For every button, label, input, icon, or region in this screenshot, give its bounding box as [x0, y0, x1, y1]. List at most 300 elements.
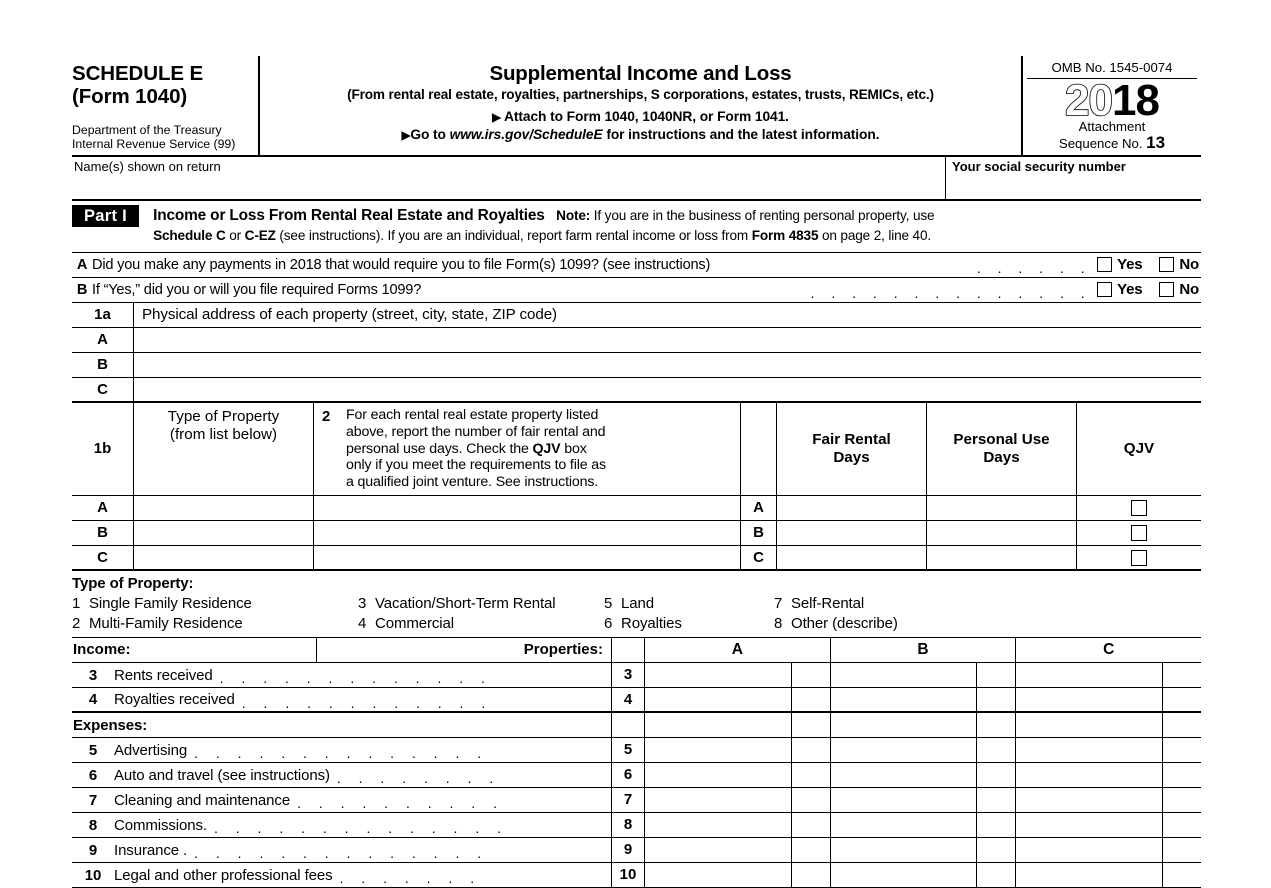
line-4-col-b [831, 688, 1017, 711]
line-4-amounts [645, 688, 1201, 711]
line-8-amounts [645, 813, 1201, 837]
line-8-text: Commissions. [114, 816, 207, 834]
type-item-1-label: Single Family Residence [89, 595, 252, 613]
line-10-col-a-cents[interactable] [792, 863, 830, 887]
line-7-number: 7 [611, 788, 645, 812]
line-8-col-a-dollars[interactable] [645, 813, 792, 837]
tax-year [1027, 76, 1197, 125]
line-row-3 [72, 663, 1201, 688]
type-of-property-legend-row1 [72, 595, 1201, 612]
line-8-col-b-dollars[interactable] [831, 813, 978, 837]
triangle-bullet-icon-2: ▶ [401, 130, 411, 142]
part1-note-cez: C-EZ [244, 228, 276, 244]
type-item-6 [604, 615, 774, 632]
part1-title-block [153, 205, 1201, 247]
line-10-col-c [1016, 863, 1201, 887]
line-4-col-c-cents[interactable] [1163, 688, 1201, 711]
line1a-row-b-letter: B [72, 353, 134, 377]
line1b-row-a-type-input[interactable] [134, 496, 314, 520]
line2-description [346, 403, 741, 495]
line-3-number: 3 [611, 663, 645, 687]
expenses-label: Expenses: [73, 716, 148, 734]
line-6-col-a [645, 763, 831, 787]
line-8-col-c-cents[interactable] [1163, 813, 1201, 837]
line2-desc-l3 [346, 441, 734, 458]
personal-use-days-header [927, 403, 1077, 495]
line1b-row-c-desc-fill [314, 546, 741, 569]
line-5-col-a-dollars[interactable] [645, 738, 792, 762]
question-b-no-label: No [1179, 281, 1199, 299]
line-5-number: 5 [611, 738, 645, 762]
type-of-property-header-line1: Type of Property [167, 407, 280, 425]
line2-desc-qjv: QJV [532, 440, 561, 457]
tax-year-suffix: 18 [1112, 76, 1159, 125]
expenses-header-col-c [1016, 713, 1201, 737]
question-row-b [72, 278, 1201, 303]
line-5-text: Advertising [114, 741, 188, 759]
line2-abc-spacer [741, 403, 777, 495]
line2-row-c-qjv-cell [1077, 546, 1201, 569]
triangle-bullet-icon: ▶ [492, 112, 501, 124]
line-6-col-b [831, 763, 1017, 787]
form-sub-title: (From rental real estate, royalties, partnerships, S corporations, estates, trusts, REMICs, etc.) [347, 87, 934, 102]
line-6-amounts [645, 763, 1201, 787]
line1b-row-c-letter: C [72, 546, 134, 569]
question-b-letter: B [76, 281, 88, 298]
line-row-6 [72, 763, 1201, 788]
line-6-number-left: 6 [88, 766, 98, 784]
line1b-row-b-desc-fill [314, 521, 741, 545]
expenses-label-cell [72, 713, 611, 737]
type-of-property-legend-row2 [72, 615, 1201, 632]
expenses-header-number [611, 713, 645, 737]
line-7-col-a-dollars[interactable] [645, 788, 792, 812]
header-center-block [260, 56, 1023, 155]
expenses-header-col-b [831, 713, 1017, 737]
line-4-text: Royalties received [114, 691, 235, 709]
line-3-col-c [1016, 663, 1201, 687]
line-4-col-a-dollars[interactable] [645, 688, 792, 711]
line1a-row-c [72, 378, 1201, 403]
attachment-label: Attachment [1078, 119, 1146, 135]
expenses-section-header [72, 713, 1201, 738]
line-8-col-c-dollars[interactable] [1016, 813, 1163, 837]
type-item-1 [72, 595, 358, 612]
line1a-row-a [72, 328, 1201, 353]
line-7-col-b-dollars[interactable] [831, 788, 978, 812]
expenses-header-col-c-cents [1163, 713, 1201, 737]
line1b-row-c [72, 546, 1201, 571]
line-5-label [72, 738, 611, 762]
line-7-col-b [831, 788, 1017, 812]
line-4-leader: . . . . . . . . . . . . [241, 694, 493, 711]
line2-row-a-qjv-cell [1077, 496, 1201, 520]
header-left-block [72, 56, 260, 155]
line-6-col-a-cents[interactable] [792, 763, 830, 787]
line-10-col-c-dollars[interactable] [1016, 863, 1163, 887]
question-b-yes-checkbox[interactable] [1097, 282, 1112, 297]
type-item-3-label: Vacation/Short-Term Rental [375, 595, 556, 613]
properties-label: Properties: [523, 641, 603, 659]
type-item-1-number: 1 [72, 595, 81, 613]
question-a-yes-checkbox[interactable] [1097, 257, 1112, 272]
line-5-col-a [645, 738, 831, 762]
sequence-number: 13 [1146, 133, 1166, 153]
line-8-col-c [1016, 813, 1201, 837]
type-item-4-label: Commercial [375, 615, 455, 633]
line-7-col-b-cents[interactable] [977, 788, 1015, 812]
part1-note-end: on page 2, line 40. [818, 228, 931, 244]
line-9-col-a [645, 838, 831, 862]
ssn-label: Your social security number [952, 158, 1126, 174]
line-7-label [72, 788, 611, 812]
form-header [72, 56, 1201, 157]
personal-use-days-l1: Personal Use [953, 430, 1050, 448]
line2-row-c-letter: C [741, 546, 777, 569]
line-10-amounts [645, 863, 1201, 887]
line-10-leader: . . . . . . . [339, 870, 482, 887]
question-a-no-label: No [1179, 256, 1199, 274]
part1-note-form4835: Form 4835 [751, 228, 819, 244]
line1a-row-c-letter: C [72, 378, 134, 401]
question-a-no-checkbox[interactable] [1159, 257, 1174, 272]
type-of-property-legend-title: Type of Property: [72, 575, 194, 593]
type-item-3-number: 3 [358, 595, 367, 613]
line-9-col-c-cents[interactable] [1163, 838, 1201, 862]
question-b-leader: . . . . . . . . . . . . . . [810, 284, 1092, 301]
qjv-header: QJV [1123, 440, 1155, 458]
line-3-number-left: 3 [88, 666, 98, 684]
line-4-number-left: 4 [88, 691, 98, 709]
line-8-col-a-cents[interactable] [792, 813, 830, 837]
line-9-leader: . . . . . . . . . . . . . . [194, 845, 489, 862]
line-6-col-c [1016, 763, 1201, 787]
department-line1: Department of the Treasury [72, 122, 222, 137]
line-10-number: 10 [611, 863, 645, 887]
line-10-col-b-dollars[interactable] [831, 863, 978, 887]
question-b-text: If “Yes,” did you or will you file required Forms 1099? [92, 281, 422, 298]
part1-note-mid: (see instructions). If you are an individual, report farm rental income or loss from [275, 228, 752, 244]
fair-rental-days-header [777, 403, 927, 495]
line-5-col-c [1016, 738, 1201, 762]
type-item-2-label: Multi-Family Residence [89, 615, 243, 633]
property-column-c-header: C [1103, 641, 1115, 659]
line1b-row-b-letter: B [72, 521, 134, 545]
line1a-heading: Physical address of each property (street, city, state, ZIP code) [142, 306, 557, 324]
question-b-no-checkbox[interactable] [1159, 282, 1174, 297]
line-3-col-c-cents[interactable] [1163, 663, 1201, 687]
line-6-label [72, 763, 611, 787]
line2-row-a-letter: A [741, 496, 777, 520]
line2-row-b-qjv-cell [1077, 521, 1201, 545]
line1b-row-a-desc-fill [314, 496, 741, 520]
line-3-col-b-cents[interactable] [977, 663, 1015, 687]
type-item-6-number: 6 [604, 615, 613, 633]
line2-desc-l1: For each rental real estate property listed [346, 406, 599, 423]
line2-row-c-qjv-checkbox[interactable] [1131, 550, 1147, 566]
line-number-column-header [611, 638, 645, 662]
omb-number: OMB No. 1545-0074 [1027, 60, 1197, 79]
line2-desc-l4: only if you meet the requirements to file as [346, 457, 606, 474]
line1a-row-b [72, 353, 1201, 378]
schedule-e-form [72, 56, 1201, 888]
type-item-3 [358, 595, 604, 612]
line-4-col-c-dollars[interactable] [1016, 688, 1163, 711]
line-10-col-b-cents[interactable] [977, 863, 1015, 887]
line2-row-a-qjv-checkbox[interactable] [1131, 500, 1147, 516]
line2-row-b-qjv-checkbox[interactable] [1131, 525, 1147, 541]
type-item-5-number: 5 [604, 595, 613, 613]
identity-row [72, 157, 1201, 201]
expenses-header-col-b-cents [977, 713, 1015, 737]
attach-instruction [264, 109, 1017, 124]
line-row-4 [72, 688, 1201, 713]
type-item-5 [604, 595, 774, 612]
line-8-col-b [831, 813, 1017, 837]
line-9-number-left: 9 [88, 841, 98, 859]
income-section-label: Income: [72, 638, 317, 662]
line-10-number-left: 10 [84, 866, 102, 884]
line-7-col-a-cents[interactable] [792, 788, 830, 812]
part1-title: Income or Loss From Rental Real Estate and Royalties [153, 206, 545, 224]
name-field-cell[interactable] [72, 157, 946, 199]
line-7-leader: . . . . . . . . . . [297, 795, 504, 812]
line2-row-b-fair-rental-input[interactable] [777, 521, 927, 545]
line-4-number: 4 [611, 688, 645, 711]
type-item-8 [774, 615, 1201, 632]
tax-year-century: 20 [1065, 76, 1112, 125]
line-8-leader: . . . . . . . . . . . . . . [213, 820, 509, 837]
goto-prefix: Go to [410, 127, 450, 142]
part1-note-text: If you are in the business of renting personal property, use [590, 207, 935, 223]
header-right-block [1023, 56, 1201, 155]
line-5-col-c-cents[interactable] [1163, 738, 1201, 762]
goto-url[interactable]: www.irs.gov/ScheduleE [449, 127, 603, 142]
line-3-text: Rents received [114, 666, 213, 684]
line1b-row-a-letter: A [72, 496, 134, 520]
line-10-col-a-dollars[interactable] [645, 863, 792, 887]
line-6-col-c-cents[interactable] [1163, 763, 1201, 787]
line-5-col-b-cents[interactable] [977, 738, 1015, 762]
ssn-field-cell[interactable] [946, 157, 1201, 199]
expenses-header-col-a-dollars [645, 713, 792, 737]
type-item-7 [774, 595, 1201, 612]
question-a-leader: . . . . . . [976, 259, 1092, 276]
line-8-label [72, 813, 611, 837]
line1b-row-b-type-input[interactable] [134, 521, 314, 545]
sequence-line [1027, 134, 1197, 152]
question-a-text: Did you make any payments in 2018 that would require you to file Form(s) 1099? (see instructions) [92, 256, 711, 273]
line-5-col-b [831, 738, 1017, 762]
fair-rental-days-l2: Days [833, 448, 870, 466]
line-7-col-a [645, 788, 831, 812]
line-3-amounts [645, 663, 1201, 687]
line1b-label: 1b [72, 403, 134, 495]
line1a-label: 1a [72, 303, 134, 327]
line1a-header [72, 303, 1201, 328]
department-block [72, 123, 252, 152]
line-5-col-b-dollars[interactable] [831, 738, 978, 762]
line2-desc-l5: a qualified joint venture. See instructions. [346, 474, 599, 491]
line2-row-b-letter: B [741, 521, 777, 545]
line-8-number: 8 [611, 813, 645, 837]
line2-row-c-personal-use-input[interactable] [927, 546, 1077, 569]
line-4-col-b-cents[interactable] [977, 688, 1015, 711]
type-item-2-number: 2 [72, 615, 81, 633]
property-column-b-header: B [831, 638, 1017, 662]
schedule-title-line1: SCHEDULE E [72, 62, 204, 85]
line2-row-a-fair-rental-input[interactable] [777, 496, 927, 520]
property-column-a-header: A [645, 638, 831, 662]
fair-rental-days-l1: Fair Rental [812, 430, 891, 448]
line-8-col-a [645, 813, 831, 837]
part1-note-or: or [225, 228, 245, 244]
type-item-2 [72, 615, 358, 632]
expenses-header-col-a-cents [792, 713, 830, 737]
type-of-property-header [134, 403, 314, 495]
personal-use-days-l2: Days [983, 448, 1020, 466]
type-item-8-label: Other (describe) [791, 615, 898, 633]
line-3-col-a [645, 663, 831, 687]
part1-note-schedulec: Schedule C [153, 228, 226, 244]
part1-header [72, 201, 1201, 253]
line-5-amounts [645, 738, 1201, 762]
line2-desc-l3-post: box [560, 440, 587, 457]
schedule-title-line2: (Form 1040) [72, 85, 188, 109]
line-3-leader: . . . . . . . . . . . . . [219, 670, 492, 687]
line-5-col-c-dollars[interactable] [1016, 738, 1163, 762]
type-item-7-number: 7 [774, 595, 783, 613]
expenses-header-amounts [645, 713, 1201, 737]
type-item-6-label: Royalties [621, 615, 682, 633]
line-10-col-c-cents[interactable] [1163, 863, 1201, 887]
line1b-row-c-type-input[interactable] [134, 546, 314, 569]
line-9-amounts [645, 838, 1201, 862]
line-3-col-b [831, 663, 1017, 687]
line-6-col-c-dollars[interactable] [1016, 763, 1163, 787]
line-9-label [72, 838, 611, 862]
line-9-col-b [831, 838, 1017, 862]
line-10-text: Legal and other professional fees [114, 866, 333, 884]
line-row-8 [72, 813, 1201, 838]
line2-row-a-personal-use-input[interactable] [927, 496, 1077, 520]
schedule-title [72, 62, 252, 109]
expenses-header-col-b-dollars [831, 713, 978, 737]
line-4-col-c [1016, 688, 1201, 711]
line-4-col-b-dollars[interactable] [831, 688, 978, 711]
line-9-text: Insurance . [114, 841, 188, 859]
type-item-7-label: Self-Rental [791, 595, 865, 613]
sequence-label: Sequence No. [1058, 136, 1147, 152]
line-3-label [72, 663, 611, 687]
department-line2: Internal Revenue Service (99) [72, 137, 236, 152]
line-7-number-left: 7 [88, 791, 98, 809]
line-3-col-b-dollars[interactable] [831, 663, 978, 687]
attach-instruction-text: Attach to Form 1040, 1040NR, or Form 1041. [504, 109, 789, 124]
line-10-col-a [645, 863, 831, 887]
line-row-10 [72, 863, 1201, 888]
line-9-col-b-dollars[interactable] [831, 838, 978, 862]
name-label: Name(s) shown on return [74, 158, 221, 174]
line1b-row-a [72, 496, 1201, 521]
type-item-5-label: Land [621, 595, 654, 613]
type-of-property-legend [72, 571, 1201, 638]
line-9-col-a-cents[interactable] [792, 838, 830, 862]
question-b-yes-label: Yes [1117, 281, 1143, 299]
type-item-4-number: 4 [358, 615, 367, 633]
line2-desc-l2: above, report the number of fair rental and [346, 423, 606, 440]
line-10-col-b [831, 863, 1017, 887]
line-5-number-left: 5 [88, 741, 98, 759]
type-of-property-header-line2: (from list below) [169, 426, 278, 444]
line-9-col-b-cents[interactable] [977, 838, 1015, 862]
type-item-4 [358, 615, 604, 632]
line-7-amounts [645, 788, 1201, 812]
line2-number: 2 [322, 407, 331, 425]
line-7-col-c [1016, 788, 1201, 812]
question-a-letter: A [76, 256, 88, 273]
line-9-col-c-dollars[interactable] [1016, 838, 1163, 862]
line2-row-b-personal-use-input[interactable] [927, 521, 1077, 545]
part1-badge: Part I [72, 205, 139, 227]
line-7-col-c-dollars[interactable] [1016, 788, 1163, 812]
income-properties-header [72, 638, 1201, 663]
goto-instruction [264, 127, 1017, 142]
line-row-9 [72, 838, 1201, 863]
line-10-label [72, 863, 611, 887]
line2-desc-l3-pre: personal use days. Check the [346, 440, 533, 457]
line-3-col-a-dollars[interactable] [645, 663, 792, 687]
line-8-number-left: 8 [88, 816, 98, 834]
expenses-header-col-c-dollars [1016, 713, 1163, 737]
line-5-leader: . . . . . . . . . . . . . . [194, 745, 489, 762]
line-6-number: 6 [611, 763, 645, 787]
property-columns-header [645, 638, 1201, 662]
question-row-a [72, 253, 1201, 278]
line-8-col-b-cents[interactable] [977, 813, 1015, 837]
line1a-row-a-letter: A [72, 328, 134, 352]
expenses-header-col-a [645, 713, 831, 737]
line2-row-c-fair-rental-input[interactable] [777, 546, 927, 569]
attachment-sequence [1027, 120, 1197, 152]
line-9-col-a-dollars[interactable] [645, 838, 792, 862]
line-3-col-a-cents[interactable] [792, 663, 830, 687]
line1b-row-b [72, 521, 1201, 546]
line-6-col-b-dollars[interactable] [831, 763, 978, 787]
line-6-col-b-cents[interactable] [977, 763, 1015, 787]
line-4-col-a [645, 688, 831, 711]
form-main-title: Supplemental Income and Loss [489, 62, 792, 85]
line-6-col-a-dollars[interactable] [645, 763, 792, 787]
line-row-5 [72, 738, 1201, 763]
line-4-label [72, 688, 611, 711]
part1-note-label: Note: [556, 207, 591, 223]
line-6-leader: . . . . . . . . [336, 770, 501, 787]
type-item-8-number: 8 [774, 615, 783, 633]
question-a-yes-label: Yes [1117, 256, 1143, 274]
line1b-header [72, 403, 1201, 496]
line-3-col-c-dollars[interactable] [1016, 663, 1163, 687]
goto-suffix: for instructions and the latest information. [602, 127, 880, 142]
line-9-number: 9 [611, 838, 645, 862]
line-5-col-a-cents[interactable] [792, 738, 830, 762]
line-row-7 [72, 788, 1201, 813]
line-4-col-a-cents[interactable] [792, 688, 830, 711]
line-9-col-c [1016, 838, 1201, 862]
line-6-text: Auto and travel (see instructions) [114, 766, 330, 784]
line-7-col-c-cents[interactable] [1163, 788, 1201, 812]
line-7-text: Cleaning and maintenance [114, 791, 291, 809]
